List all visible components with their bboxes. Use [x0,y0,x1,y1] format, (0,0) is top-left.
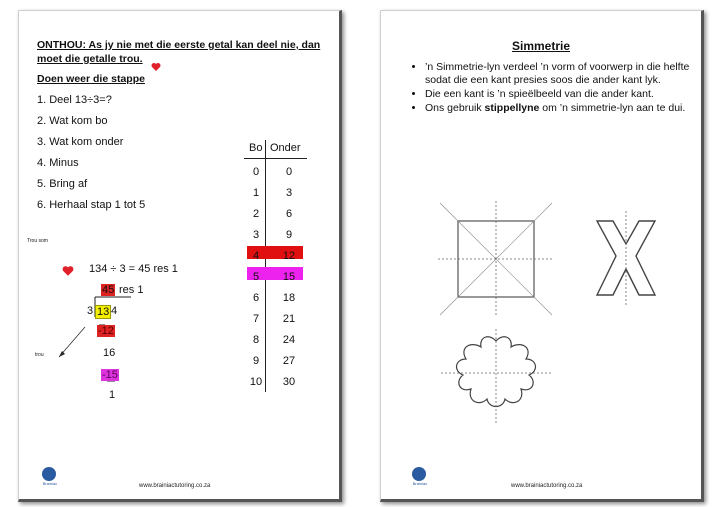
table-cell-bo: 3 [252,229,260,241]
bullet-3 [425,102,705,115]
logo-globe-icon [42,467,56,481]
logo-text: Brainiac [42,481,58,486]
table-cell-bo: 4 [252,250,260,262]
step-2: 2. Wat kom bo [37,115,108,127]
bullet-3-post: om ’n simmetrie-lyn aan te dui. [539,102,686,114]
table-cell-bo: 8 [252,334,260,346]
letter-x-symmetry-icon [591,211,661,306]
square-symmetry-lines-icon [436,199,556,319]
footer-url: www.brainiactutoring.co.za [139,483,211,489]
table-cell-onder: 27 [282,355,296,367]
dividend-rest: 4 [111,305,118,317]
reminder-heading-line1: ONTHOU: As jy nie met die eerste getal kan deel nie, dan [37,39,321,51]
subtraction-2-highlight: -15 [102,369,118,381]
table-cell-onder: 15 [282,271,296,283]
table-cell-onder: 12 [282,250,296,262]
table-cell-onder: 18 [282,292,296,304]
step-6: 6. Herhaal stap 1 tot 5 [37,199,146,211]
footer-url: www.brainiactutoring.co.za [511,483,583,489]
table-header-onder: Onder [270,142,301,154]
worksheet-page-division [18,10,342,502]
flower-symmetry-icon [441,329,551,429]
bullet-1: • ’n Simmetrie-lyn verdeel ’n vorm of voorwerp in die helfte sodat die een kant presies soos die ander kant lyk. [425,61,705,87]
bullet-3-pre: Ons gebruik [425,102,485,114]
worksheet-page-symmetry [380,10,704,502]
table-cell-onder: 3 [285,187,293,199]
step-3: 3. Wat kom onder [37,136,124,148]
table-cell-bo: 5 [252,271,260,283]
table-cell-bo: 2 [252,208,260,220]
logo-text: Brainiac [412,481,428,486]
table-cell-bo: 10 [249,376,263,388]
quotient-highlight: 45 [102,284,115,296]
table-header-divider [244,158,307,159]
table-cell-onder: 9 [285,229,293,241]
table-cell-bo: 6 [252,292,260,304]
divisor: 3 [87,305,94,317]
steps-subheading: Doen weer die stappe [37,73,145,85]
table-header-bo: Bo [249,142,263,154]
table-cell-bo: 0 [252,166,260,178]
table-cell-onder: 24 [282,334,296,346]
dividend-highlight: 13 [97,306,110,318]
table-cell-onder: 0 [285,166,293,178]
final-remainder: 1 [109,389,116,401]
remainder-label: res 1 [119,284,144,296]
division-equation: 134 ÷ 3 = 45 res 1 [89,263,178,275]
reminder-heading-line2: moet die getalle trou. [37,53,143,65]
heart-icon [151,62,161,72]
table-cell-onder: 6 [285,208,293,220]
brainiac-logo [409,467,431,486]
page-title: Simmetrie [511,39,571,53]
step-4: 4. Minus [37,157,79,169]
trou-label: trou [35,352,44,358]
table-cell-bo: 1 [252,187,260,199]
division-bracket-arrows [19,281,139,401]
bullet-3-bold: stippellyne [484,102,540,114]
bullet-2: • Die een kant is ’n spieëlbeeld van die ander kant. [425,88,705,101]
bring-down-value: 16 [103,347,116,359]
step-1: 1. Deel 13÷3=? [37,94,112,106]
heart-icon [62,265,74,277]
subtraction-1-highlight: -12 [98,325,114,337]
logo-globe-icon [412,467,426,481]
table-cell-onder: 21 [282,313,296,325]
table-cell-bo: 7 [252,313,260,325]
step-5: 5. Bring af [37,178,88,190]
table-cell-bo: 9 [252,355,260,367]
brainiac-logo [39,467,61,486]
table-cell-onder: 30 [282,376,296,388]
symmetry-bullets [411,61,705,116]
trou-som-label: Trou som [27,238,48,244]
